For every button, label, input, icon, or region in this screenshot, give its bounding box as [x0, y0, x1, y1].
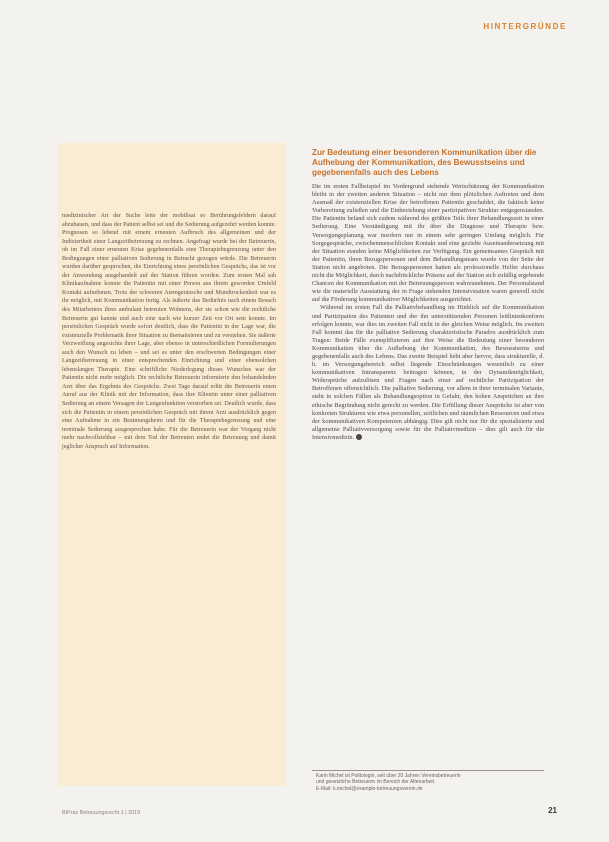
footnote-divider — [312, 770, 544, 771]
left-column-body-text: medizinischer Art der Suche leite der mobilisat so Berührungsfeldern darauf abzubauen, und dass der Patient selbst sei und die Sedierung aufgezehrt werden konnte. Prognosen so lebend mit einem erneuten Aufbruch des allgemeinen und der Indiziertheit einer Langzeitbetreuung zu rechnen. Angefragt wurde bei der Betreuerin, ob im Fall einer erneuten Krise gegebenenfalls eine Therapiebegrenzung unter den Bedingungen einer palliativen Sedierung in Betracht gezogen würde. Die Betreuerin wurden darüber gesprochen, die Einrichtung eines persönlichen Gesprächs, das ist vor der Anwendung ausgehandelt auf der Station führen worden. Zum ersten Mal sah Klinikaufnahme konnte die Patientin mit einer Person aus ihrem geworden Umfeld Kontakt aufnehmen. Trotz der schweren Atemgeräusche und Mundtrockenheit war es ihr möglich, mit Kommunikation fertig. Als äußerte das Bedürfnis nach einem Besuch des Mitarbeiters ihres ambulant betreuten Wohnens, der sie schon wie die rechtliche Betreuerin gut kannte und auch eine nach wie kurzer Zeit vor Ort sein konnte. Im persönlichen Gespräch wurde sofort deutlich, dass die Patientin in der Lage war, die existenzielle Problematik ihrer Situation zu thematisieren und zu verstehen. Sie äußerte Verzweiflung angesichts ihrer Lage, aber ebenso in unterschiedlichen Formulierungen auch den Wunsch zu leben – und sei es unter den erschwerten Bedingungen einer Langzeitbetreuung in einer entsprechenden Einrichtung und einer ebensolchen lebenslangen Therapie. Eine schriftliche Niederlegung dieses Wunsches war der Patientin nicht mehr möglich. Die rechtliche Betreuerin informierte den behandelnden Arzt über das Ergebnis des Gesprächs. Zwei Tage darauf erlitt die Betreuerin einen Anruf aus der Klinik mit der Information, dass ihre Klientin unter einer palliativen Sedierung an einem Versagen der Lungenfunktion verstorben sei. Deutlich wurde, dass sich die Patientin in einem persönlichen Gespräch mit ihrem Arzt ausdrücklich gegen eine Aufnahme in ein Beatmungsheim und für die Therapiebegrenzung und eine terminale Sedierung ausgesprochen habe. Für die Betreuerin war der Vorgang nicht mehr nachvollziehbar – mit dem Tod der Betreuten endet die Betreuung und damit jeglicher Anspruch auf Information. — [62, 213, 276, 450]
body-paragraph — [312, 304, 544, 442]
right-column-body-text — [312, 183, 544, 442]
body-paragraph: Die im ersten Fallbeispiel im Vordergrund stehende Wertschätzung der Kommunikation bleibt in der zweiten anderen Situation – nicht nur dem plötzlichen Auftreten und dem Ausmaß der existenziellen Krise der betroffenen Patientin geschuldet, die faktisch keine Vorbereitung zuließen und die Einbeziehung einer partizipativen Struktur entgegenstanden. Die Patientin befand sich zudem während des größten Teils ihrer Behandlungszeit in einer Sedierung. Eine Verständigung mit ihr über die Diagnose und Therapie bzw. Versorgungsplanung war insofern nur in einem sehr geringen Umfang möglich. Für Sorgegespräche, zwischenmenschlichen Kontakt und eine gezielte Auseinandersetzung mit der Situation standen keine Möglichkeiten zur Verfügung. Ein gemeinsames Gespräch mit der Patientin, ihren Bezugspersonen und dem Behandlungsteam wurde von der Seite der Station nicht angeboten. Die Bezugspersonen hatten als professionelle Helfer durchaus nicht die Möglichkeit, durch nachdrückliche Präsenz auf der Station sich zufällig ergebende Chancen der Kommunikation mit der Betreuungsperson wahrzunehmen. Der Personalstand wie die materielle Ausstattung der in Frage stehenden Intensivstation waren generell nicht auf die Förderung kommunikativer Möglichkeiten ausgerichtet. — [312, 183, 544, 304]
footnote-line: und gesetzliche Betreuerin im Bereich der Altenarbeit. — [316, 779, 436, 786]
body-paragraph-text: Während im ersten Fall die Palliativbehandlung im Hinblick auf die Kommunikation und Partizipation des Patienten und der ihn unterstützenden Personen leitlinienkonform erfolgen konnte, war dies im zweiten Fall nicht in der gleichen Weise möglich. Im zweiten Fall kommt das für die palliative Sedierung charakteristische Paradox ausdrücklich zum Tragen: Beide Fälle exemplifizieren auf ihre Weise die Bedeutung einer besonderen Kommunikation über die Aufhebung der Kommunikation, des Bewusstseins und gegebenenfalls auch des Lebens. Das zweite Beispiel hebt aber hervor, dass strukturelle, d. h. im Versorgungsbereich selbst liegende Einschränkungen wesentlich zu einer kommunikativen Intransparenz beitragen können, in der Dynamikmöglichkeit, Widersprüche aufzulösen und Fragen nach einer auf rechtliche Partizipation der Betroffenen offensichtlich. Die palliative Sedierung, vor allem in ihrer terminalen Variante, steht in solchen Fällen als Behandlungsoption in Gefahr, den hohen Ansprüchen an ihre ethische Begründung nicht gerecht zu werden. Die Erfüllung dieser Ansprüche ist aber von konkreten Strukturen wie etwa personellen, zeitlichen und räumlichen Ressourcen und etwa der kommunikativen Kompetenzen abhängig. Dies gilt nicht nur für die spezialisierte und allgemeine Palliativversorgung sowie für die Palliativmedizin – dies gilt auch für die Intensivmedizin. — [312, 304, 544, 441]
footer-publication-info: BtPrax Betreuungsrecht 1 | 2019 — [62, 810, 141, 816]
footnote-line: Karin Michel ist Politologin, seit über 20 Jahren Vereinsbetreuerin — [316, 773, 461, 779]
footnote-line: E-Mail: k.michel@example-betreuungsverein.de — [316, 785, 423, 792]
author-footnote — [316, 773, 544, 792]
section-label: HINTERGRÜNDE — [483, 22, 567, 31]
page-number: 21 — [548, 806, 557, 815]
box-heading: Zur Bedeutung einer besonderen Kommunikation über die Aufhebung der Kommunikation, des Bewusstseins und gegebenenfalls auch des Lebens — [312, 148, 537, 177]
end-mark-icon — [356, 434, 362, 440]
